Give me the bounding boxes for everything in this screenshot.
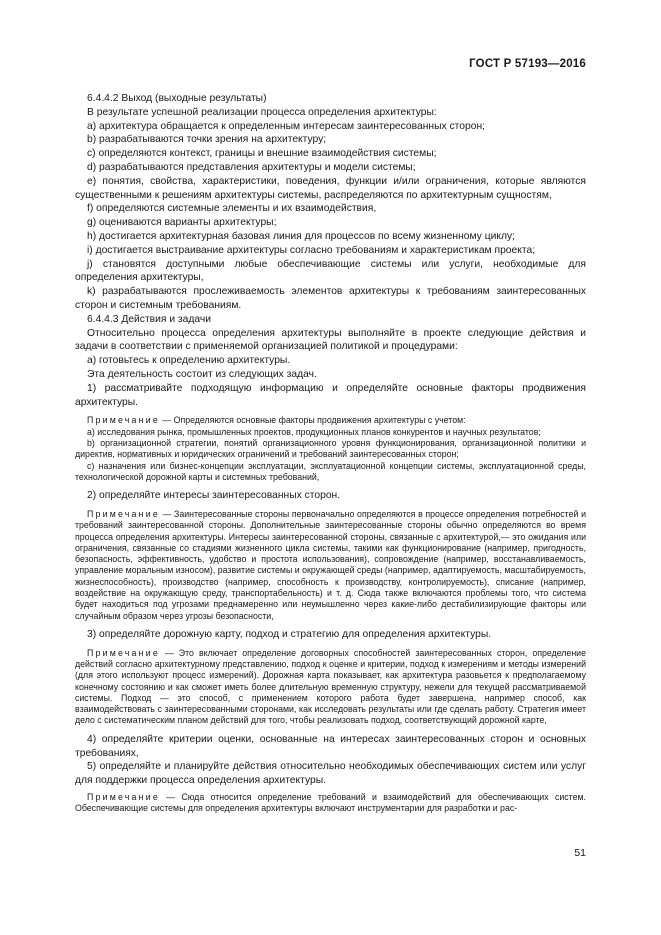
list-item: е) понятия, свойства, характеристики, поведения, функции и/или ограничения, которые являются существенными к решениям архитектуры системы, распределяются по архитектурным сущностям,	[75, 175, 586, 201]
paragraph: Эта деятельность состоит из следующих задач.	[87, 368, 317, 380]
note-item: b) организационной стратегии, понятий организационного уровня функционирования, организационной политики и директив, нормативных и юридических ограничений и требований заинтересованных сторон;	[75, 437, 586, 460]
document-body	[75, 92, 586, 815]
note-label: Примечание	[87, 415, 160, 426]
paragraph: Относительно процесса определения архитектуры выполняйте в проекте следующие действия и задачи в соответствии с применяемой организацией политикой и процедурами:	[75, 327, 586, 353]
note-item: с) назначения или бизнес-концепции эксплуатации, эксплуатационной концепции системы, эксплуатационной среды, технологической дорожной карты и системных требований,	[75, 460, 586, 482]
activity-item: а) готовьтесь к определению архитектуры.	[87, 355, 291, 367]
note-block	[75, 415, 586, 483]
note-block	[75, 509, 586, 622]
note-text: — Сюда относится определение требований и взаимодействий для обеспечивающих систем. Обеспечивающие системы для определения архитектуры включают инструментарии для разработки и рас-	[75, 791, 586, 814]
list-item: g) оцениваются варианты архитектуры;	[87, 217, 277, 229]
list-item: h) достигается архитектурная базовая линия для процессов по всему жизненному циклу;	[87, 230, 515, 242]
note-text: — Заинтересованные стороны первоначально определяются в процессе определения потребностей и требований заинтересованной стороны. Дополнительные заинтересованные стороны обычно определяются во время процесса определения архитектуры. Интересы заинтересованной стороны, связанные с архитектурой,— это ожидания или ограничения, связанные со стадиями жизненного цикла системы, такими как функционирование (например, пригодность, безопасность, эффективность, удобство и простота использования), сопровождение (например, восстанавливаемость, управление моральным износом), развитие системы и окружающей среды (например, адаптируемость, масштабируемость, жизнеспособность), производство (например, способность к производству, контролируемость), списание (например, воздействие на окружающую среду, транспортабельность) и т. д. Сюда также включаются проблемы того, что система будет находиться под угрозами преднамеренно или неумышленно через какие-либо дестабилизирующие факторы или случайным образом через угрозы безопасности,	[75, 508, 586, 621]
section-title-output: 6.4.4.2 Выход (выходные результаты)	[87, 93, 267, 104]
note-item: а) исследования рынка, промышленных проектов, продукционных планов конкурентов и научных результатов;	[87, 426, 541, 437]
task-item: 5) определяйте и планируйте действия относительно необходимых обеспечивающих систем или услуг для поддержки процесса определения архитектуры.	[75, 761, 586, 787]
list-item: с) определяются контекст, границы и внешние взаимодействия системы;	[87, 148, 437, 160]
list-item: а) архитектура обращается к определенным интересам заинтересованных сторон;	[87, 120, 485, 132]
output-list	[75, 120, 586, 313]
list-item: i) достигается выстраивание архитектуры согласно требованиям и характеристикам проекта;	[87, 244, 536, 256]
note-block	[75, 792, 586, 815]
task-item: 1) рассматривайте подходящую информацию и определяйте основные факторы продвижения архитектуры.	[75, 382, 586, 408]
task-item: 2) определяйте интересы заинтересованных сторон.	[87, 490, 341, 502]
standard-code: ГОСТ Р 57193—2016	[469, 58, 586, 70]
note-text: — Определяются основные факторы продвижения архитектуры с учетом:	[159, 415, 466, 426]
paragraph: В результате успешной реализации процесса определения архитектуры:	[87, 106, 437, 118]
note-text: — Это включает определение договорных способностей заинтересованных сторон, определение действий согласно архитектурному представлению, подход к оценке и критерии, подход к измерениям и методы измерений (для этого используют процесс измерений). Дорожная карта показывает, как архитектура разовьется к предполагаемому конечному состоянию и как сможет иметь более длительную временную структуру, нежели для текущей рассматриваемой системы. Подход — это способ, с применением которого работа будет завершена, например способ, как взаимодействовать с заинтересованными сторонами, как исследовать результаты или где сделать работу. Стратегия имеет дело с систематическим планом действий для того, чтобы реализовать подход, соответствующий дорожной карте,	[75, 647, 586, 726]
note-label: Примечание	[87, 791, 160, 802]
list-item: b) разрабатываются точки зрения на архитектуру;	[87, 134, 327, 146]
note-label: Примечание	[87, 647, 160, 658]
section-title-activities: 6.4.4.3 Действия и задачи	[87, 313, 212, 325]
page-number: 51	[574, 847, 586, 859]
task-item: 3) определяйте дорожную карту, подход и стратегию для определения архитектуры.	[87, 628, 492, 640]
list-item: j) становятся доступными любые обеспечивающие системы или услуги, необходимые для определения архитектуры,	[75, 258, 586, 284]
task-item: 4) определяйте критерии оценки, основанные на интересах заинтересованных сторон и основных требованиях,	[75, 733, 586, 759]
list-item: d) разрабатываются представления архитектуры и модели системы;	[87, 161, 416, 173]
list-item: k) разрабатываются прослеживаемость элементов архитектуры к требованиям заинтересованных сторон и системным требованиям.	[75, 286, 586, 311]
note-label: Примечание	[87, 508, 160, 519]
note-block	[75, 648, 586, 727]
list-item: f) определяются системные элементы и их взаимодействия,	[87, 203, 377, 215]
